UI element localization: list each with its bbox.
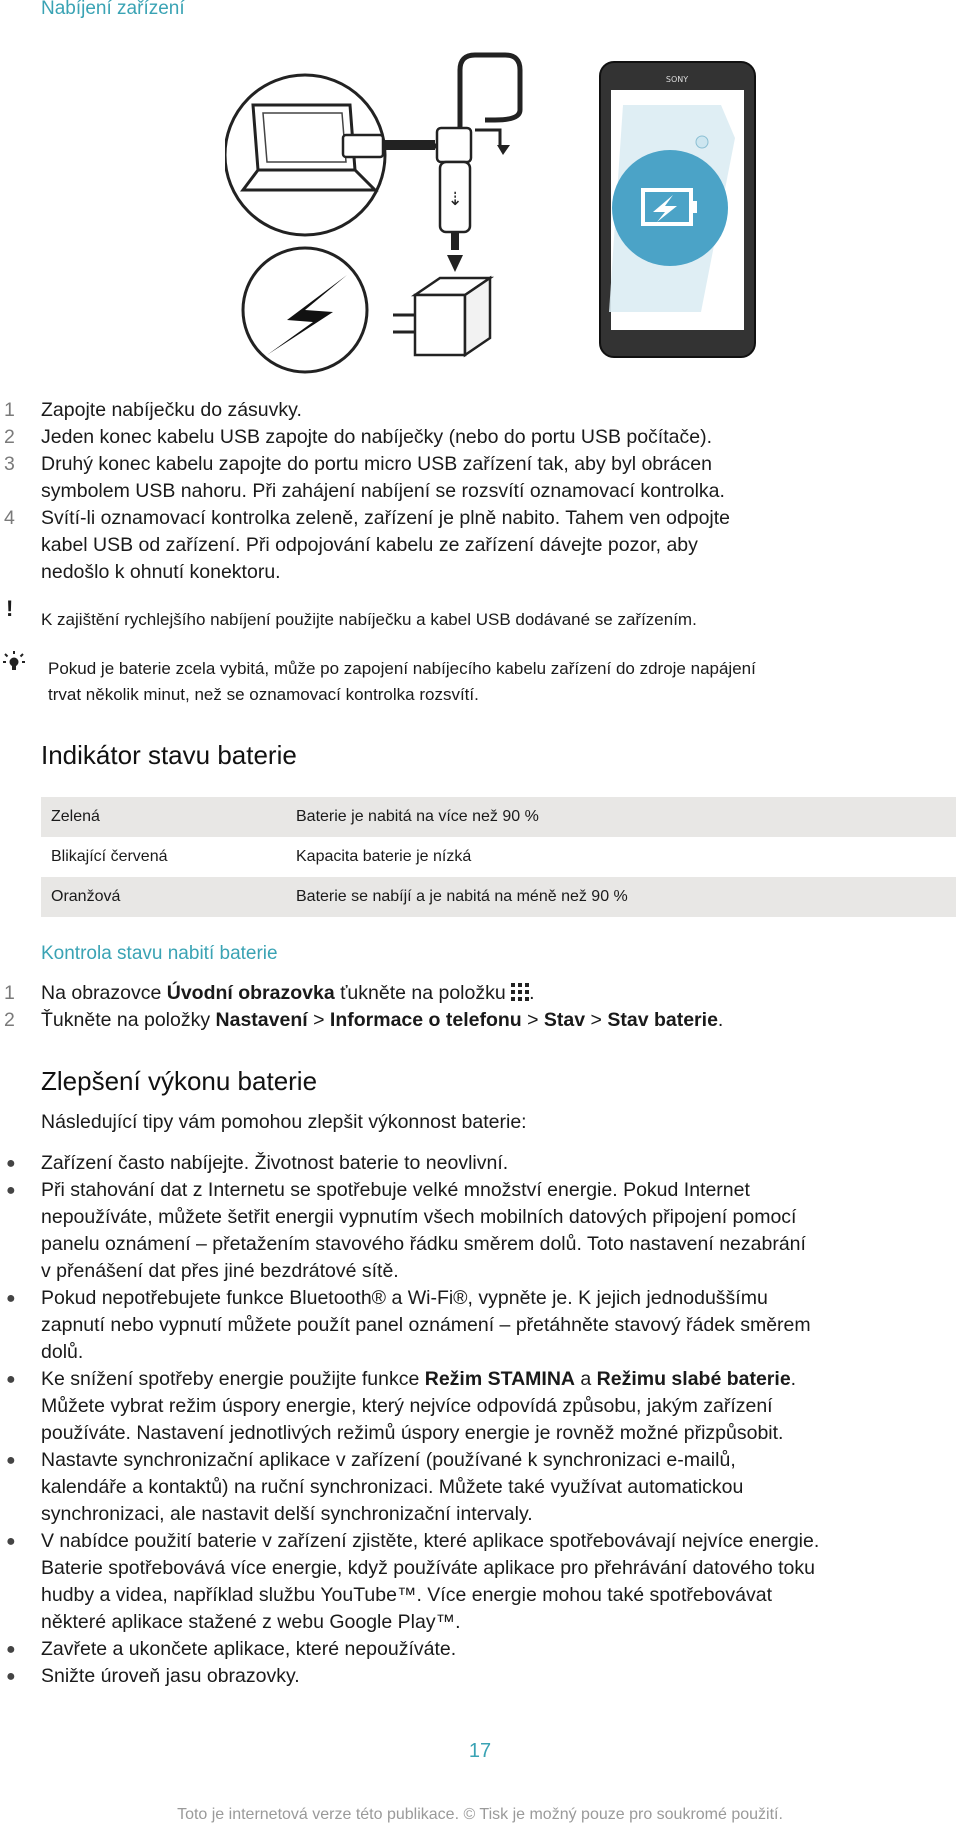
tip-line: trvat několik minut, než se oznamovací kontrolka rozsvítí. — [48, 685, 479, 704]
lightbulb-icon — [2, 650, 26, 672]
text-segment: Na obrazovce — [41, 982, 167, 1004]
list-item: Při stahování dat z Internetu se spotřebuje velké množství energie. Pokud Internet — [41, 1179, 750, 1201]
list-item: Snižte úroveň jasu obrazovky. — [41, 1665, 300, 1687]
status-meaning: Baterie je nabitá na více než 90 % — [286, 797, 956, 837]
step-text: Zapojte nabíječku do zásuvky. — [41, 399, 302, 421]
charger-bolt-icon — [243, 248, 367, 372]
bullet-icon: ● — [6, 1452, 16, 1469]
status-color: Blikající červená — [51, 848, 168, 865]
ui-term: Úvodní obrazovka — [166, 982, 335, 1004]
step-text: kabel USB od zařízení. Při odpojování kabelu ze zařízení dávejte pozor, aby — [41, 534, 698, 556]
step-number: 1 — [4, 399, 15, 421]
phone-illustration — [600, 62, 755, 357]
step-text: symbolem USB nahoru. Při zahájení nabíjení se rozsvítí oznamovací kontrolka. — [41, 480, 725, 502]
tip-note — [48, 656, 756, 708]
ui-term: Stav — [543, 1009, 586, 1031]
step-number: 1 — [4, 982, 15, 1004]
footer-note: Toto je internetová verze této publikace. © Tisk je možný pouze pro soukromé použití. — [177, 1806, 783, 1823]
section-title: Nabíjení zařízení — [41, 0, 185, 19]
ui-term: Stav baterie — [607, 1009, 718, 1031]
svg-text:⇣: ⇣ — [447, 189, 463, 210]
status-color: Zelená — [41, 797, 286, 837]
ui-term: Informace o telefonu — [329, 1009, 522, 1031]
bullet-icon: ● — [6, 1668, 16, 1685]
apps-grid-icon — [511, 983, 529, 1001]
text-segment: a — [574, 1368, 597, 1390]
svg-text:SONY: SONY — [665, 75, 689, 84]
list-item-line: synchronizaci, ale nastavit delší synchronizační intervaly. — [41, 1503, 533, 1525]
list-item-line: nepoužíváte, můžete šetřit energii vypnutím všech mobilních datových připojení pomocí — [41, 1206, 797, 1228]
ui-term: Režim STAMINA — [424, 1368, 575, 1390]
table-row — [41, 797, 956, 837]
check-title: Kontrola stavu nabití baterie — [41, 943, 278, 964]
list-item-line: dolů. — [41, 1341, 84, 1363]
step-number: 2 — [4, 1009, 15, 1031]
list-item-line: Baterie spotřebovává více energie, když používáte aplikace pro přehrávání datového toku — [41, 1557, 815, 1579]
bullet-icon: ● — [6, 1182, 16, 1199]
text-segment: . — [529, 982, 535, 1004]
list-item-line: Můžete vybrat režim úspory energie, který nejvíce odpovídá způsobu, jakým zařízení — [41, 1395, 773, 1417]
text-segment: > — [585, 1009, 608, 1031]
tip-line: Pokud je baterie zcela vybitá, může po zapojení nabíjecího kabelu zařízení do zdroje napájení — [48, 659, 756, 678]
status-meaning: Baterie se nabíjí a je nabitá na méně než 90 % — [286, 877, 956, 917]
list-item: V nabídce použití baterie v zařízení zjistěte, které aplikace spotřebovávají nejvíce energie. — [41, 1530, 820, 1552]
bullet-icon: ● — [6, 1290, 16, 1307]
arrow-down-icon — [447, 255, 463, 272]
text-segment: > — [521, 1009, 544, 1031]
text-segment: Ťukněte na položky — [41, 1009, 216, 1031]
step-text: Druhý konec kabelu zapojte do portu micro USB zařízení tak, aby byl obrácen — [41, 453, 712, 475]
status-meaning: Kapacita baterie je nízká — [296, 848, 472, 865]
list-item-line: hudby a videa, například službu YouTube™. Více energie mohou také spotřebovávat — [41, 1584, 773, 1606]
text-segment: Ke snížení spotřeby energie použijte funkce — [41, 1368, 425, 1390]
step-number: 3 — [4, 453, 15, 475]
table-row — [41, 877, 956, 917]
list-item-line: zapnutí nebo vypnutí můžete použít panel oznámení – přetáhněte stavový řádek směrem — [41, 1314, 811, 1336]
step-number: 2 — [4, 426, 15, 448]
list-item-line: kalendáře a kontaktů) na ruční synchronizaci. Můžete také využívat automatickou — [41, 1476, 744, 1498]
indicator-title: Indikátor stavu baterie — [41, 740, 297, 770]
charger-icon — [393, 278, 490, 355]
charging-illustration — [225, 50, 775, 375]
text-segment: ťukněte na položku — [334, 982, 512, 1004]
step-text: nedošlo k ohnutí konektoru. — [41, 561, 281, 583]
status-color: Oranžová — [41, 877, 286, 917]
warning-note: K zajištění rychlejšího nabíjení použijte nabíječku a kabel USB dodávané se zařízením. — [41, 610, 697, 629]
list-item-line: panelu oznámení – přetažením stavového řádku směrem dolů. Toto nastavení nezabrání — [41, 1233, 806, 1255]
text-segment: . — [790, 1368, 797, 1390]
battery-status-table — [41, 797, 956, 917]
step-text: Jeden konec kabelu USB zapojte do nabíječky (nebo do portu USB počítače). — [41, 426, 712, 448]
step-text — [41, 1007, 948, 1034]
bullet-icon: ● — [6, 1641, 16, 1658]
ui-term: Režimu slabé baterie — [596, 1368, 791, 1390]
step-text: Svítí-li oznamovací kontrolka zeleně, zařízení je plně nabito. Tahem ven odpojte — [41, 507, 731, 529]
improve-title: Zlepšení výkonu baterie — [41, 1066, 318, 1096]
step-number: 4 — [4, 507, 15, 529]
list-item: Zavřete a ukončete aplikace, které nepoužíváte. — [41, 1638, 457, 1660]
step-text — [41, 980, 948, 1007]
text-segment: . — [717, 1009, 724, 1031]
exclamation-icon: ! — [6, 596, 14, 621]
improve-intro: Následující tipy vám pomohou zlepšit výkonnost baterie: — [41, 1111, 527, 1133]
list-item — [41, 1366, 948, 1393]
text-segment: > — [307, 1009, 330, 1031]
ui-term: Nastavení — [215, 1009, 308, 1031]
list-item-line: používáte. Nastavení jednotlivých režimů úspory energie je rovněž možné přizpůsobit. — [41, 1422, 784, 1444]
table-row — [41, 837, 956, 877]
bullet-icon: ● — [6, 1371, 16, 1388]
bullet-icon: ● — [6, 1155, 16, 1172]
list-item: Pokud nepotřebujete funkce Bluetooth® a Wi-Fi®, vypněte je. K jejich jednoduššímu — [41, 1287, 768, 1309]
list-item: Nastavte synchronizační aplikace v zařízení (používané k synchronizaci e-mailů, — [41, 1449, 736, 1471]
tips-list — [0, 1150, 960, 1690]
list-item-line: některé aplikace stažené z webu Google Play™. — [41, 1611, 461, 1633]
list-item-line: v přenášení dat přes jiné bezdrátové sítě. — [41, 1260, 399, 1282]
bullet-icon: ● — [6, 1533, 16, 1550]
page-number: 17 — [468, 1740, 492, 1762]
list-item: Zařízení často nabíjejte. Životnost baterie to neovlivní. — [41, 1152, 509, 1174]
